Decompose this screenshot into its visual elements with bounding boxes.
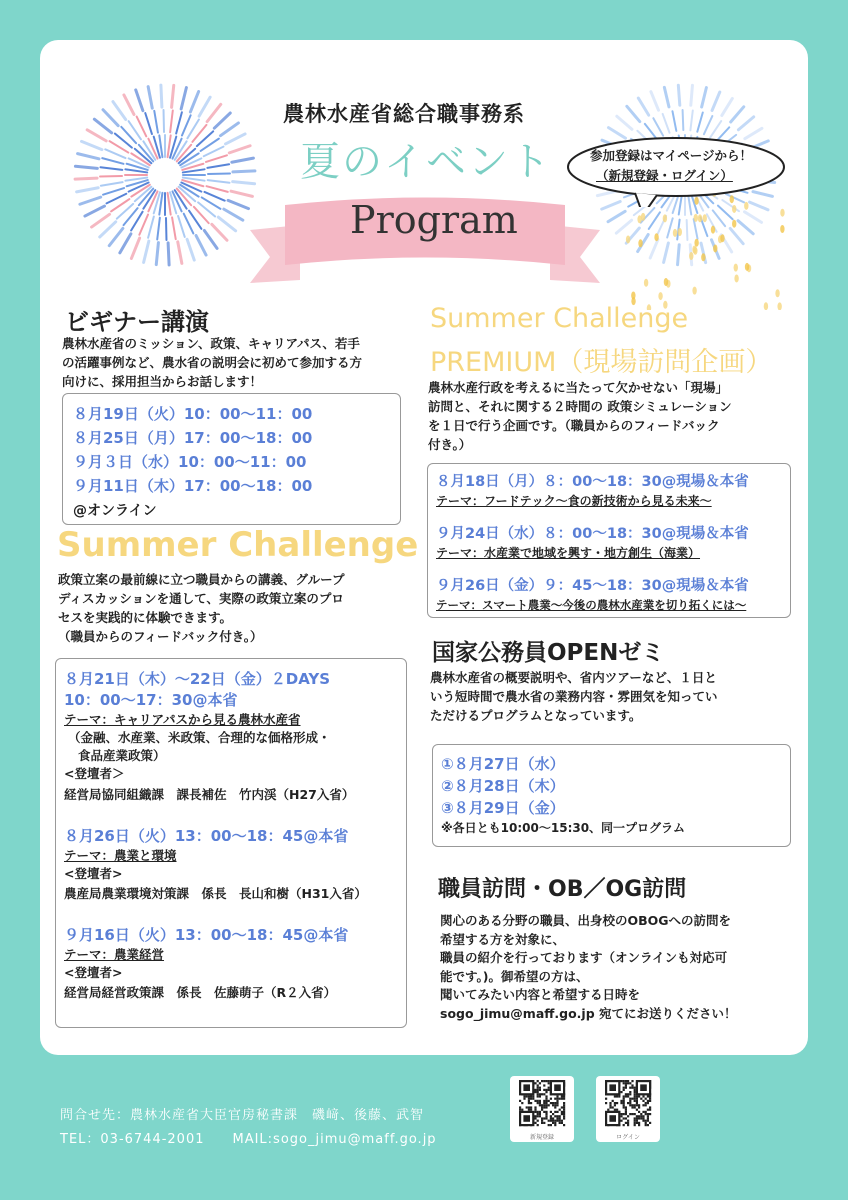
beginner-date: ９月３日（水）10：00〜11：00 xyxy=(73,453,307,471)
summer-event1-sub: 食品産業政策） xyxy=(78,748,166,763)
premium-event3-theme: テーマ：スマート農業〜今後の農林水産業を切り拓くには〜 xyxy=(436,598,747,612)
beginner-title: ビギナー講演 xyxy=(65,308,209,336)
org-title: 農林水産省総合職事務系 xyxy=(283,102,525,126)
summer-event2-speaker: 農産局農業環境対策課 係長 長山和樹（H31入省） xyxy=(64,886,367,901)
premium-title-line2: PREMIUM（現場訪問企画） xyxy=(430,347,773,378)
premium-title-line1: Summer Challenge xyxy=(430,303,689,334)
bubble-line1: 参加登録はマイページから！ xyxy=(590,148,753,163)
beginner-date: ８月25日（月）17：00〜18：00 xyxy=(73,429,313,447)
dots-right-icon xyxy=(620,190,790,310)
staff-visit-title: 職員訪問・OB／OG訪問 xyxy=(438,877,687,902)
summer-challenge-title: Summer Challenge xyxy=(57,525,419,565)
summer-event2-date: ８月26日（火）13：00〜18：45@本省 xyxy=(64,827,349,845)
premium-event1-date: ８月18日（月）８：00〜18：30@現場＆本省 xyxy=(436,474,749,490)
speaker-label: <登壇者＞ xyxy=(64,766,125,781)
zemi-date: ②８月28日（木） xyxy=(441,777,565,795)
program-heading: Program xyxy=(350,198,518,242)
event-title: 夏のイベント xyxy=(300,139,552,185)
summer-event3-theme: テーマ：農業経営 xyxy=(64,947,165,962)
open-zemi-title: 国家公務員OPENゼミ xyxy=(432,640,665,666)
register-login-link[interactable]: （新規登録・ログイン） xyxy=(596,168,733,183)
qr-code-icon xyxy=(596,1076,660,1132)
summer-event1-time: 10：00〜17：30@本省 xyxy=(64,691,238,709)
bubble-text xyxy=(590,146,752,186)
speaker-label: <登壇者> xyxy=(64,965,123,980)
zemi-note: ※各日とも10:00〜15:30、同一プログラム xyxy=(441,821,685,835)
zemi-date: ①８月27日（水） xyxy=(441,755,565,773)
summer-desc: 政策立案の最前線に立つ職員からの講義、グループ ディスカッションを通して、実際の政策立案のプロ セスを実践的に体験できます。 （職員からのフィードバック付き。） xyxy=(58,572,345,644)
summer-event1-theme: テーマ：キャリアパスから見る農林水産省 xyxy=(64,712,301,727)
open-zemi-dates-box xyxy=(432,744,791,847)
beginner-dates-box xyxy=(62,393,401,525)
premium-event1-theme: テーマ：フードテック〜食の新技術から見る未来〜 xyxy=(436,494,712,508)
qr-label: 新規登録 xyxy=(529,1134,554,1141)
speaker-label: <登壇者> xyxy=(64,866,123,881)
beginner-date: ９月11日（木）17：00〜18：00 xyxy=(73,477,313,495)
summer-event3-date: ９月16日（火）13：00〜18：45@本省 xyxy=(64,926,349,944)
premium-event2-theme: テーマ：水産業で地域を興す・地方創生（海業） xyxy=(436,546,701,560)
beginner-desc: 農林水産省のミッション、政策、キャリアパス、若手 の活躍事例など、農水省の説明会に初めて参加する方 向けに、採用担当からお話します！ xyxy=(62,336,363,389)
summer-event3-speaker: 経営局経営政策課 係長 佐藤萌子（R２入省） xyxy=(64,985,337,1000)
summer-event1-speaker: 経営局協同組織課 課長補佐 竹内渓（H27入省） xyxy=(64,787,355,802)
contact-info: 問合せ先：農林水産省大臣官房秘書課 磯﨑、後藤、武智 xyxy=(60,1108,425,1123)
premium-event3-date: ９月26日（金）９：45〜18：30@現場＆本省 xyxy=(436,578,749,594)
premium-desc: 農林水産行政を考えるに当たって欠かせない「現場」 訪問と、それに関する２時間の 政策シミュレーション を１日で行う企画です。（職員からのフィードバック 付き。） xyxy=(428,380,732,452)
premium-event2-date: ９月24日（水）８：00〜18：30@現場＆本省 xyxy=(436,526,749,542)
summer-event2-theme: テーマ：農業と環境 xyxy=(64,848,177,863)
premium-events-box xyxy=(427,463,791,618)
summer-event1-date: ８月21日（木）〜22日（金）２DAYS xyxy=(64,670,331,688)
qr-label: ログイン xyxy=(616,1134,640,1141)
summer-events-box xyxy=(55,658,407,1028)
beginner-venue: @オンライン xyxy=(73,503,157,519)
register-qr-code[interactable] xyxy=(510,1076,574,1142)
staff-visit-desc: 関心のある分野の職員、出身校のOBOGへの訪問を 希望する方を対象に、 職員の紹介を行っております（オンラインも対応可 能です。)。御希望の方は、 聞いてみたい内容と希望する日時を sogo_jimu@maff.go.jp 宛てにお送りください！ xyxy=(440,913,737,1021)
login-qr-code[interactable] xyxy=(596,1076,660,1142)
contact-tel-mail: TEL：03-6744-2001 MAIL:sogo_jimu@maff.go.jp xyxy=(60,1132,437,1147)
beginner-date: ８月19日（火）10：00〜11：00 xyxy=(73,405,313,423)
zemi-date: ③８月29日（金） xyxy=(441,799,565,817)
qr-code-icon xyxy=(510,1076,574,1132)
summer-event1-sub: （金融、水産業、米政策、合理的な価格形成・ xyxy=(68,730,331,745)
open-zemi-desc: 農林水産省の概要説明や、省内ツアーなど、１日と いう短時間で農水省の業務内容・雰囲気を知ってい ただけるプログラムとなっています。 xyxy=(430,670,718,723)
